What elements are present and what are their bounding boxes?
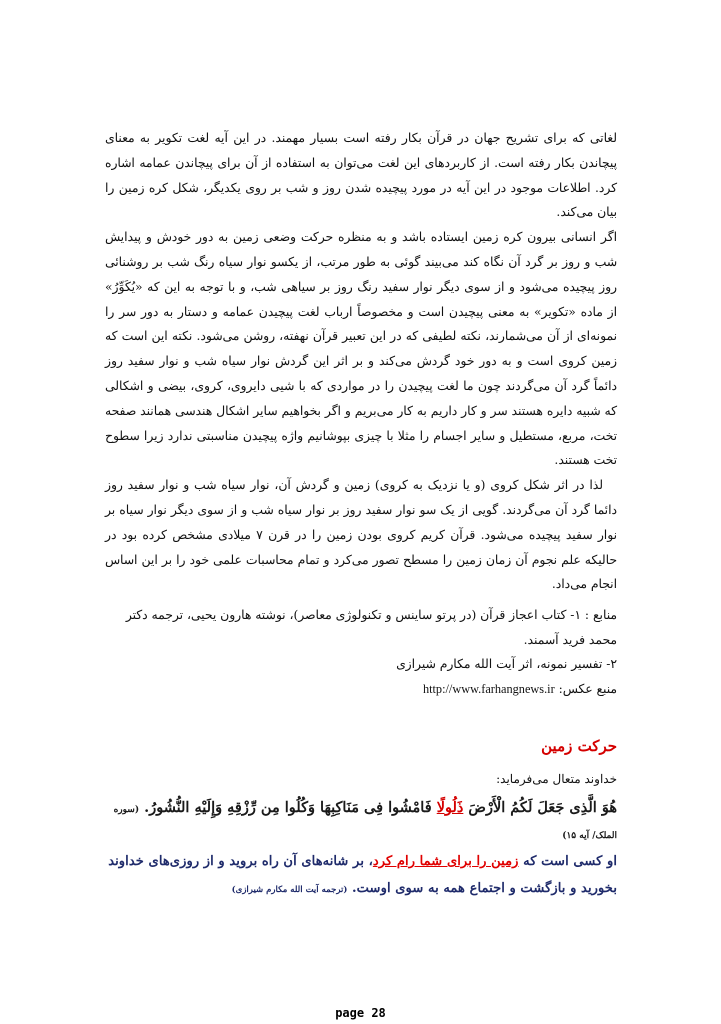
translation-end: ، بر شانه‌های آن راه بروید و از روزی‌های خداوند بخورید و بازگشت و اجتماع همه به سوی اوست. — [108, 854, 617, 896]
translation-start: او کسی است که — [518, 854, 617, 869]
verse-text-start: هُوَ الَّذِی جَعَلَ لَکُمُ الْأَرْضَ — [463, 799, 617, 816]
source-item-1: منابع : ۱- کتاب اعجاز قرآن (در پرتو ساینس و تکنولوژی معاصر)، نوشته هارون یحیی، ترجمه دکتر — [125, 608, 617, 622]
source-item-1-cont: محمد فرید آسمند. — [523, 632, 617, 647]
verse-highlight: ذَلُولًا — [436, 799, 464, 816]
translation-highlight: زمین را برای شما رام کرد — [372, 854, 519, 869]
sources-list — [105, 603, 617, 701]
paragraph-3: لذا در اثر شکل کروی (و یا نزدیک به کروی) زمین و گردش آن، نوار سیاه شب و نوار سفید روز دائما گرد آن می‌گردند. گویی از یک سو نوار سفید روز بر نوار سیاه شب و از سوی دیگر نوار سیاه بر نوار سفید پیچیده می‌شود. قرآن کریم کروی بودن زمین را در قرن ۷ میلادی مشخص کرده بود در حالیکه علم نجوم آن زمان زمین را مسطح تصور می‌کرد و تمام محاسبات علمی خود را بر این اساس انجام می‌داد. — [105, 478, 618, 592]
quran-verse — [105, 796, 617, 848]
source-item-2: ۲- تفسیر نمونه، اثر آیت الله مکارم شیرازی — [396, 657, 617, 672]
page-number: page 28 — [335, 1006, 386, 1020]
verse-text-end: فَامْشُوا فِی مَنَاکِبِهَا وَکُلُوا مِن رِّزْقِهِ وَإِلَیْهِ النُّشُورُ. — [144, 799, 437, 816]
body-text — [105, 126, 617, 597]
verse-reference: (سوره الملک/ آیه ۱۵) — [113, 805, 617, 841]
translation-credit: (ترجمه آیت الله مکارم شیرازی) — [231, 885, 348, 895]
paragraph-2: اگر انسانی بیرون کره زمین ایستاده باشد و به منظره حرکت وضعی زمین به دور خودش و پیدایش شب و روز بر گرد آن نگاه کند می‌بیند گوئی به طور مرتب، از یکسو نوار سیاه رنگ شب بر روشنائی روز پیچیده می‌شود و از سوی دیگر نوار سفید رنگ روز بر سیاهی شب، و با توجه به این که «یُکَوِّرُ» از ماده «تکویر» به معنی پیچیدن است و مخصوصاً ارباب لغت پیچیدن عمامه و دستار به دور سر را نمونه‌ای از آن می‌شمارند، نکته لطیفی که در این تعبیر قرآن نهفته، روشن می‌شود. نکته این است که زمین کروی است و به دور خود گردش می‌کند و بر اثر این گردش نوار سیاه شب و نوار سفید روز دائماً گرد آن می‌گردند چون ما لغت پیچیدن را در مواردی که با شیی دایروی، کروی، بیضی و اشکالی که شبیه دایره هستند سر و کار داریم به کار می‌بریم و اگر بخواهیم سایر اشکال هندسی همانند صفحه تخت، مربع، مستطیل و سایر اجسام را مثلا با چیزی بپوشانیم واژه پیچیدن مناسبتی ندارد زیرا سطوح تخت هستند. — [105, 230, 617, 468]
section-heading: حرکت زمین — [541, 737, 617, 755]
verse-translation — [105, 848, 617, 904]
source-image-label: منبع عکس: — [554, 681, 617, 696]
source-image-link[interactable]: http://www.farhangnews.ir — [422, 681, 555, 696]
source-image-credit — [105, 677, 617, 702]
paragraph-1: لغاتی که برای تشریح جهان در قرآن بکار رفته است بسیار مهمند. در این آیه لغت تکویر به معنای پیچاندن بکار رفته است. از کاربردهای این لغت می‌توان به استفاده از آن برای پیچاندن عمامه اشاره کرد. اطلاعات موجود در این آیه در مورد پیچیده شدن روز و شب بر روی یکدیگر، شکل کره زمین را بیان می‌کند. — [105, 131, 617, 220]
verse-intro: خداوند متعال می‌فرماید: — [496, 772, 617, 786]
